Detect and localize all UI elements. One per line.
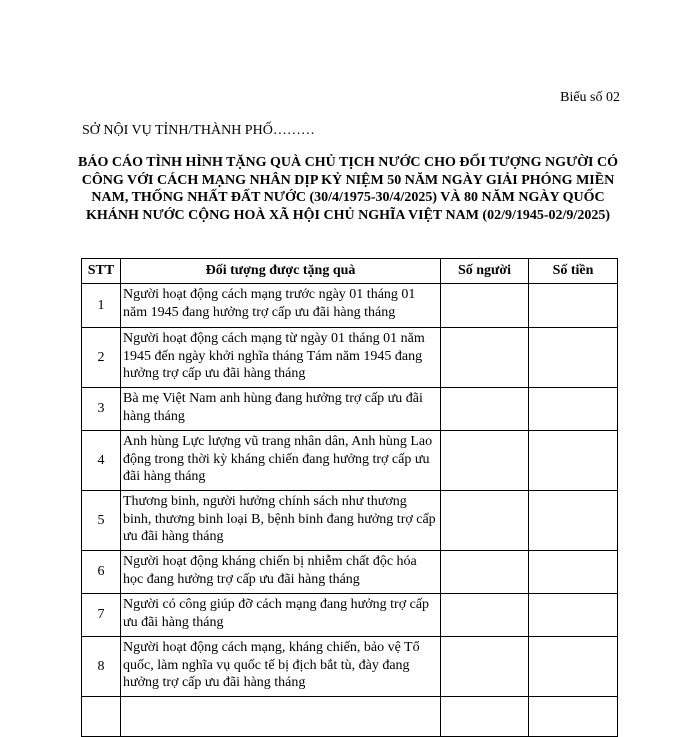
header-people: Số người <box>441 259 529 284</box>
row-stt: 4 <box>82 431 121 491</box>
row-people-cell <box>441 697 529 737</box>
table-row <box>82 594 618 637</box>
row-stt: 6 <box>82 551 121 594</box>
row-money-cell <box>529 431 618 491</box>
row-target: Thương binh, người hưởng chính sách như thương binh, thương binh loại B, bệnh binh đang hưởng trợ cấp ưu đãi hàng tháng <box>121 491 441 551</box>
row-target: Người hoạt động kháng chiến bị nhiễm chất độc hóa học đang hưởng trợ cấp ưu đãi hàng tháng <box>121 551 441 594</box>
row-people-cell <box>441 637 529 697</box>
row-money-cell <box>529 328 618 388</box>
row-people-cell <box>441 594 529 637</box>
table-row <box>82 328 618 388</box>
row-people-cell <box>441 388 529 431</box>
table-row <box>82 551 618 594</box>
row-people-cell <box>441 328 529 388</box>
row-money-cell <box>529 697 618 737</box>
table-row <box>82 431 618 491</box>
row-stt: 3 <box>82 388 121 431</box>
header-stt: STT <box>82 259 121 284</box>
form-number: Biểu số 02 <box>560 90 620 105</box>
table-row <box>82 637 618 697</box>
row-stt: 2 <box>82 328 121 388</box>
row-people-cell <box>441 491 529 551</box>
row-stt: 7 <box>82 594 121 637</box>
row-money-cell <box>529 491 618 551</box>
row-target: Người hoạt động cách mạng, kháng chiến, bảo vệ Tổ quốc, làm nghĩa vụ quốc tế bị địch bắt tù, đày đang hưởng trợ cấp ưu đãi hàng tháng <box>121 637 441 697</box>
row-target: Người hoạt động cách mạng trước ngày 01 tháng 01 năm 1945 đang hưởng trợ cấp ưu đãi hàng tháng <box>121 284 441 328</box>
row-money-cell <box>529 637 618 697</box>
report-title: BÁO CÁO TÌNH HÌNH TẶNG QUÀ CHỦ TỊCH NƯỚC CHO ĐỐI TƯỢNG NGƯỜI CÓ CÔNG VỚI CÁCH MẠNG NHÂN DỊP KỶ NIỆM 50 NĂM NGÀY GIẢI PHÓNG MIỀN NAM, THỐNG NHẤT ĐẤT NƯỚC (30/4/1975-30/4/2025) VÀ 80 NĂM NGÀY QUỐC KHÁNH NƯỚC CỘNG HOÀ XÃ HỘI CHỦ NGHĨA VIỆT NAM (02/9/1945-02/9/2025) <box>78 155 618 223</box>
row-money-cell <box>529 388 618 431</box>
row-money-cell <box>529 594 618 637</box>
row-stt: 8 <box>82 637 121 697</box>
row-target: Anh hùng Lực lượng vũ trang nhân dân, Anh hùng Lao động trong thời kỳ kháng chiến đang hưởng trợ cấp ưu đãi hàng tháng <box>121 431 441 491</box>
table-row <box>82 388 618 431</box>
department-line: SỞ NỘI VỤ TỈNH/THÀNH PHỐ……… <box>82 123 315 138</box>
row-people-cell <box>441 284 529 328</box>
row-stt: 1 <box>82 284 121 328</box>
row-target: Người hoạt động cách mạng từ ngày 01 tháng 01 năm 1945 đến ngày khởi nghĩa tháng Tám năm 1945 đang hưởng trợ cấp ưu đãi hàng tháng <box>121 328 441 388</box>
header-target: Đối tượng được tặng quà <box>121 259 441 284</box>
row-stt: 5 <box>82 491 121 551</box>
row-target: Bà mẹ Việt Nam anh hùng đang hưởng trợ cấp ưu đãi hàng tháng <box>121 388 441 431</box>
table-row <box>82 697 618 737</box>
row-people-cell <box>441 431 529 491</box>
table-row <box>82 284 618 328</box>
report-table <box>81 258 618 737</box>
table-row <box>82 491 618 551</box>
row-money-cell <box>529 551 618 594</box>
header-money: Số tiền <box>529 259 618 284</box>
row-people-cell <box>441 551 529 594</box>
row-stt <box>82 697 121 737</box>
table-header-row <box>82 259 618 284</box>
row-target <box>121 697 441 737</box>
row-target: Người có công giúp đỡ cách mạng đang hưởng trợ cấp ưu đãi hàng tháng <box>121 594 441 637</box>
row-money-cell <box>529 284 618 328</box>
